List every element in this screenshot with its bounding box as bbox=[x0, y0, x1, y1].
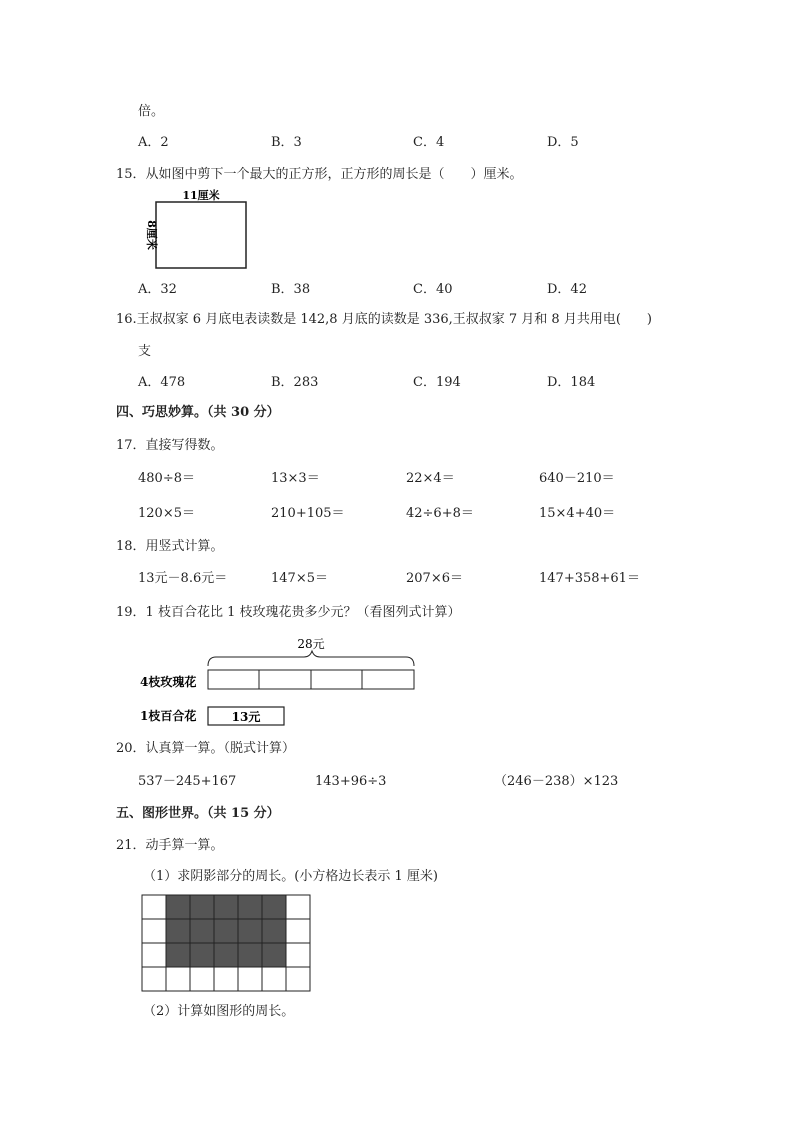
q21-sub2: （2）计算如图形的周长。 bbox=[143, 1004, 295, 1019]
q20-expression: 143+96÷3 bbox=[315, 774, 387, 789]
q20-question: 20．认真算一算。（脱式计算） bbox=[116, 741, 296, 756]
grid-cell bbox=[214, 967, 238, 991]
q14-option-c: C．4 bbox=[413, 135, 445, 150]
q21-shaded-grid bbox=[141, 894, 311, 996]
grid-cell bbox=[286, 943, 310, 967]
q17-item: 120×5＝ bbox=[138, 506, 195, 521]
grid-cell-shaded bbox=[190, 895, 214, 919]
q15-option-a: A．32 bbox=[138, 282, 177, 297]
grid-cell-shaded bbox=[166, 895, 190, 919]
grid-cell-shaded bbox=[214, 943, 238, 967]
grid-cell bbox=[142, 919, 166, 943]
grid-cell bbox=[190, 967, 214, 991]
q18-item: 147×5＝ bbox=[271, 571, 328, 586]
q21-question: 21．动手算一算。 bbox=[116, 838, 224, 853]
q16-option-c: C．194 bbox=[413, 375, 461, 390]
rose-label: 4枝玫瑰花 bbox=[140, 675, 197, 689]
q15-option-d: D．42 bbox=[547, 282, 587, 297]
grid-cell bbox=[286, 967, 310, 991]
q16-question-cont: 支 bbox=[138, 344, 152, 359]
lily-label: 1枝百合花 bbox=[140, 709, 197, 723]
q14-option-a: A．2 bbox=[138, 135, 169, 150]
q18-item: 207×6＝ bbox=[406, 571, 463, 586]
grid-cell bbox=[238, 967, 262, 991]
grid-cell-shaded bbox=[238, 895, 262, 919]
q18-item: 13元－8.6元＝ bbox=[138, 571, 228, 586]
q18-item: 147+358+61＝ bbox=[539, 571, 640, 586]
grid-cell-shaded bbox=[262, 919, 286, 943]
grid-cell-shaded bbox=[238, 943, 262, 967]
grid-cell bbox=[142, 943, 166, 967]
grid-cell bbox=[142, 895, 166, 919]
q19-question: 19．1 枝百合花比 1 枝玫瑰花贵多少元？（看图列式计算） bbox=[116, 605, 461, 620]
q20-expression: （246－238）×123 bbox=[494, 774, 619, 789]
grid-cell-shaded bbox=[262, 895, 286, 919]
grid-cell bbox=[166, 967, 190, 991]
q21-sub1: （1）求阴影部分的周长。(小方格边长表示 1 厘米) bbox=[143, 869, 438, 884]
q17-question: 17．直接写得数。 bbox=[116, 438, 224, 453]
grid-cell-shaded bbox=[214, 895, 238, 919]
height-label: 8厘米 bbox=[145, 220, 158, 250]
q17-item: 210+105＝ bbox=[271, 506, 345, 521]
q17-item: 640－210＝ bbox=[539, 471, 615, 486]
q15-option-b: B．38 bbox=[271, 282, 311, 297]
lily-value: 13元 bbox=[231, 710, 261, 724]
rectangle-shape bbox=[156, 202, 246, 268]
q17-item: 42÷6+8＝ bbox=[406, 506, 474, 521]
q17-item: 480÷8＝ bbox=[138, 471, 195, 486]
section-4-heading: 四、巧思妙算。（共 30 分） bbox=[116, 405, 280, 420]
q14-option-b: B．3 bbox=[271, 135, 302, 150]
q16-option-d: D．184 bbox=[547, 375, 596, 390]
grid-cell-shaded bbox=[238, 919, 262, 943]
grid-cell-shaded bbox=[166, 919, 190, 943]
q15-question: 15．从如图中剪下一个最大的正方形，正方形的周长是（ ）厘米。 bbox=[116, 167, 523, 182]
brace bbox=[208, 651, 414, 666]
width-label: 11厘米 bbox=[182, 189, 220, 202]
q17-item: 15×4+40＝ bbox=[539, 506, 616, 521]
q15-rectangle-figure bbox=[138, 188, 253, 270]
grid-cell bbox=[262, 967, 286, 991]
q16-question: 16.王叔叔家 6 月底电表读数是 142,8 月底的读数是 336,王叔叔家 7 月和 8 月共用电( ) bbox=[116, 312, 652, 327]
section-5-heading: 五、图形世界。（共 15 分） bbox=[116, 806, 280, 821]
grid-cell bbox=[142, 967, 166, 991]
q14-tail: 倍。 bbox=[138, 104, 165, 119]
q18-question: 18．用竖式计算。 bbox=[116, 539, 224, 554]
q17-item: 13×3＝ bbox=[271, 471, 320, 486]
q19-bar-diagram bbox=[136, 630, 426, 730]
q17-item: 22×4＝ bbox=[406, 471, 455, 486]
grid-cell-shaded bbox=[190, 919, 214, 943]
grid-cell bbox=[286, 919, 310, 943]
grid-cell bbox=[286, 895, 310, 919]
q16-option-a: A．478 bbox=[138, 375, 186, 390]
grid-cell-shaded bbox=[166, 943, 190, 967]
q14-option-d: D．5 bbox=[547, 135, 579, 150]
q20-expression: 537－245+167 bbox=[138, 774, 237, 789]
brace-label: 28元 bbox=[297, 637, 325, 651]
q15-option-c: C．40 bbox=[413, 282, 453, 297]
grid-cell-shaded bbox=[190, 943, 214, 967]
grid-cell-shaded bbox=[214, 919, 238, 943]
q16-option-b: B．283 bbox=[271, 375, 319, 390]
grid-cell-shaded bbox=[262, 943, 286, 967]
